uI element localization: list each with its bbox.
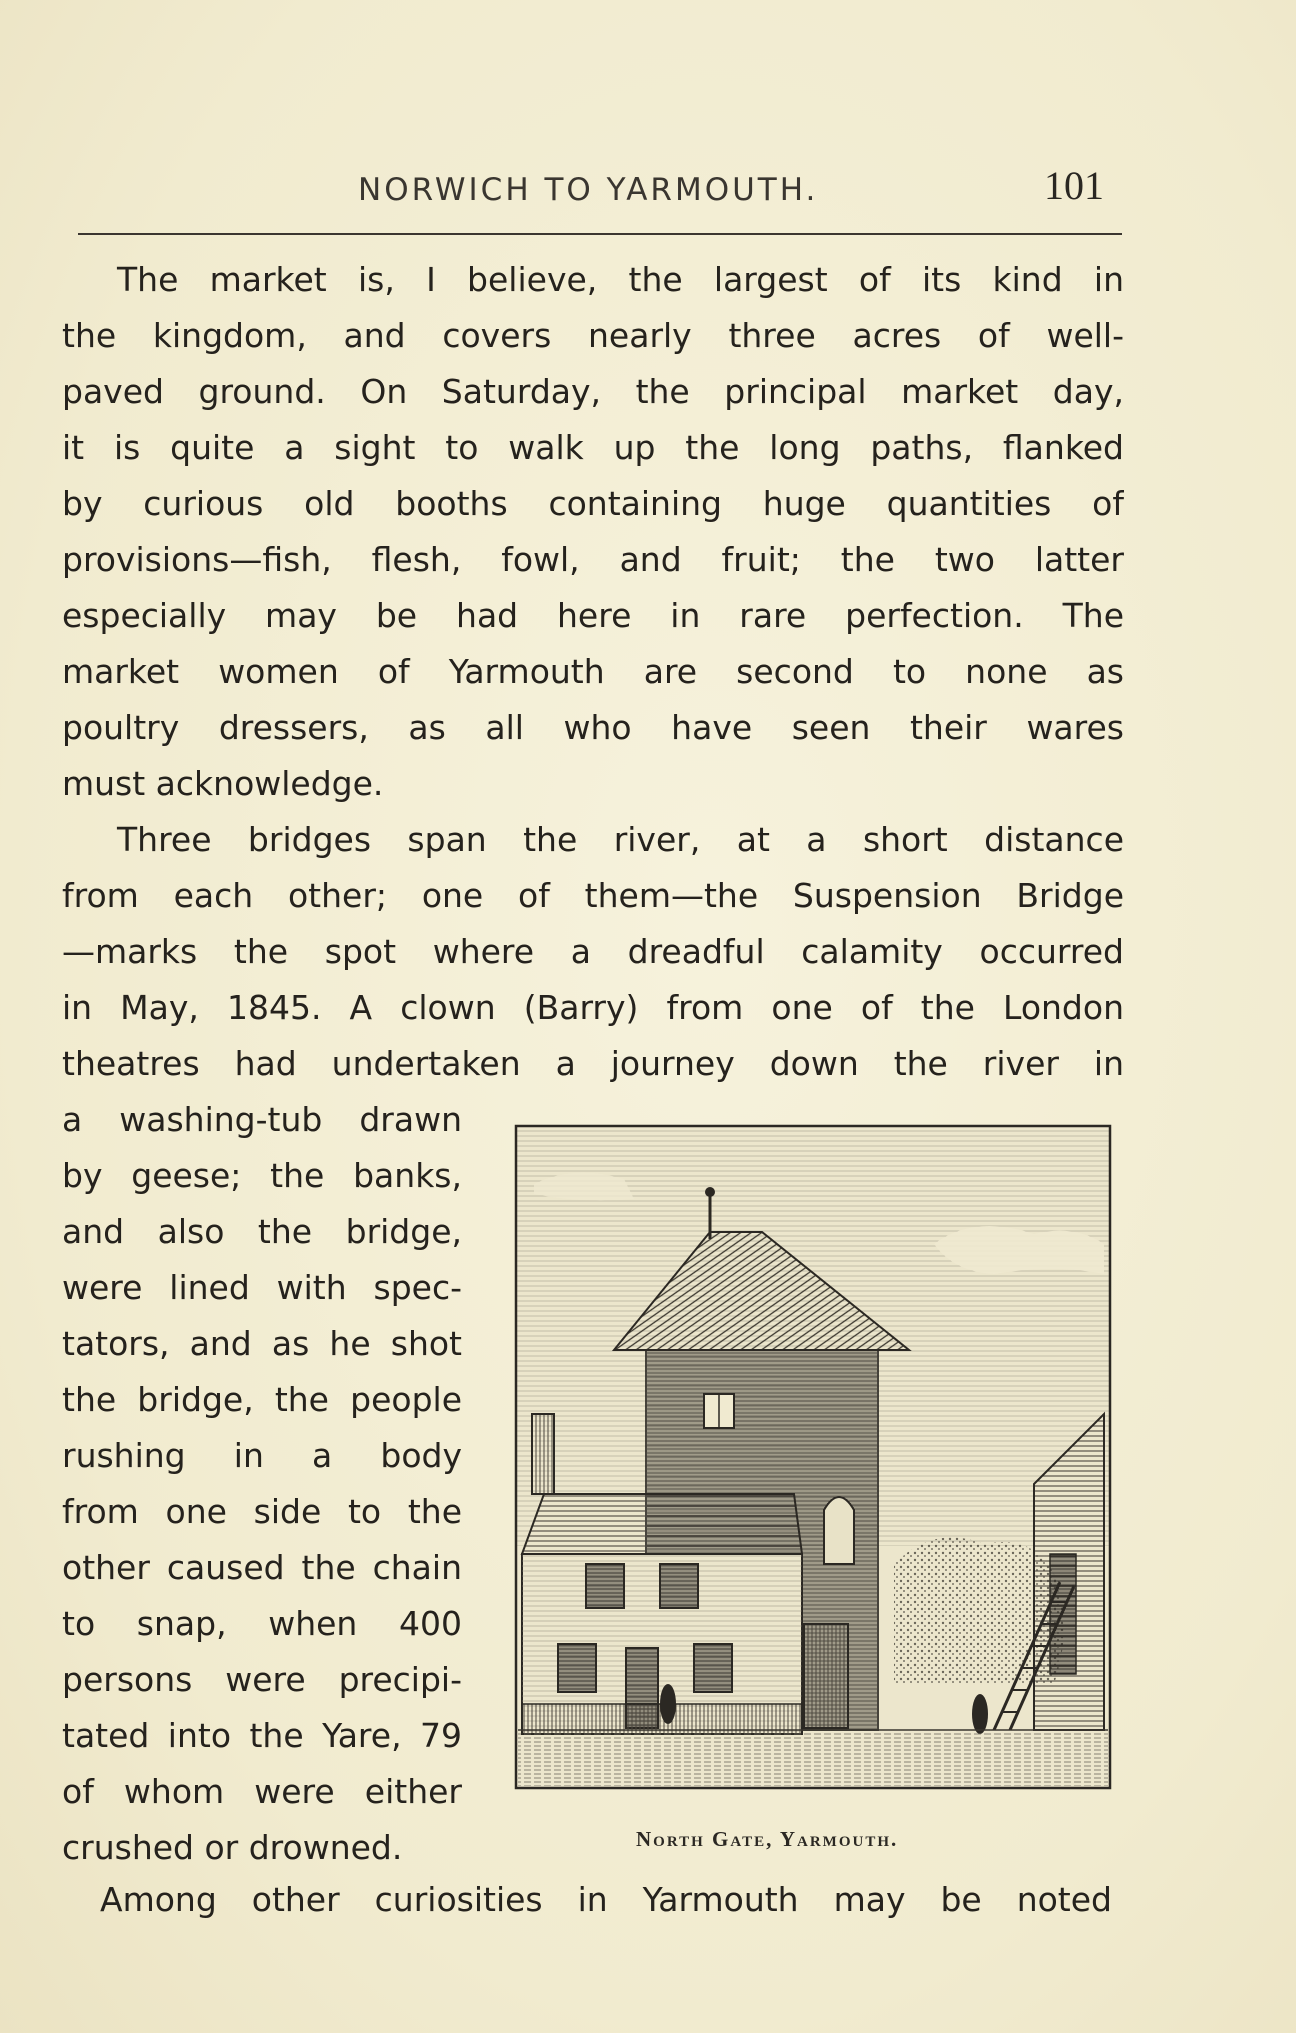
ground [518,1730,1108,1786]
text-line: from each other; one of them—the Suspension Bridge [62,876,1124,915]
text-line: tated into the Yare, 79 [62,1716,462,1755]
text-line: market women of Yarmouth are second to none as [62,652,1124,691]
text-line: other caused the chain [62,1548,462,1587]
text-line: persons were precipi- [62,1660,462,1699]
text-line: it is quite a sight to walk up the long paths, flanked [62,428,1124,467]
text-line: Three bridges span the river, at a short distance [117,820,1124,859]
text-line: to snap, when 400 [62,1604,462,1643]
text-line: the bridge, the people [62,1380,462,1419]
text-line: provisions—fish, flesh, fowl, and fruit; the two latter [62,540,1124,579]
text-line: were lined with spec- [62,1268,462,1307]
text-line: by geese; the banks, [62,1156,462,1195]
text-line: rushing in a body [62,1436,462,1475]
paragraph-curiosities: Among other curiosities in Yarmouth may be noted [100,1880,1112,1919]
running-title: NORWICH TO YARMOUTH. [358,172,819,208]
running-head [78,160,1120,220]
text-line: from one side to the [62,1492,462,1531]
text-line: theatres had undertaken a journey down the river in [62,1044,1124,1083]
text-line: crushed or drowned. [62,1828,403,1867]
header-rule [78,233,1122,235]
cottage-roof [522,1494,802,1554]
figure-caption: North Gate, Yarmouth. [636,1827,899,1851]
text-line: paved ground. On Saturday, the principal market day, [62,372,1124,411]
text-line: by curious old booths containing huge quantities of [62,484,1124,523]
text-line: poultry dressers, as all who have seen their wares [62,708,1124,747]
text-line: a washing-tub drawn [62,1100,462,1139]
text-line: in May, 1845. A clown (Barry) from one of the London [62,988,1124,1027]
text-line: the kingdom, and covers nearly three acres of well- [62,316,1124,355]
page-number: 101 [1044,163,1104,208]
text-line: especially may be had here in rare perfection. The [62,596,1124,635]
engraving-north-gate [514,1124,1112,1802]
text-line: —marks the spot where a dreadful calamity occurred [62,932,1124,971]
text-line: and also the bridge, [62,1212,462,1251]
paragraph-market [62,252,1124,812]
text-line: must acknowledge. [62,764,384,803]
text-line: of whom were either [62,1772,462,1811]
text-line: tators, and as he shot [62,1324,462,1363]
text-line: The market is, I believe, the largest of its kind in [117,260,1124,299]
